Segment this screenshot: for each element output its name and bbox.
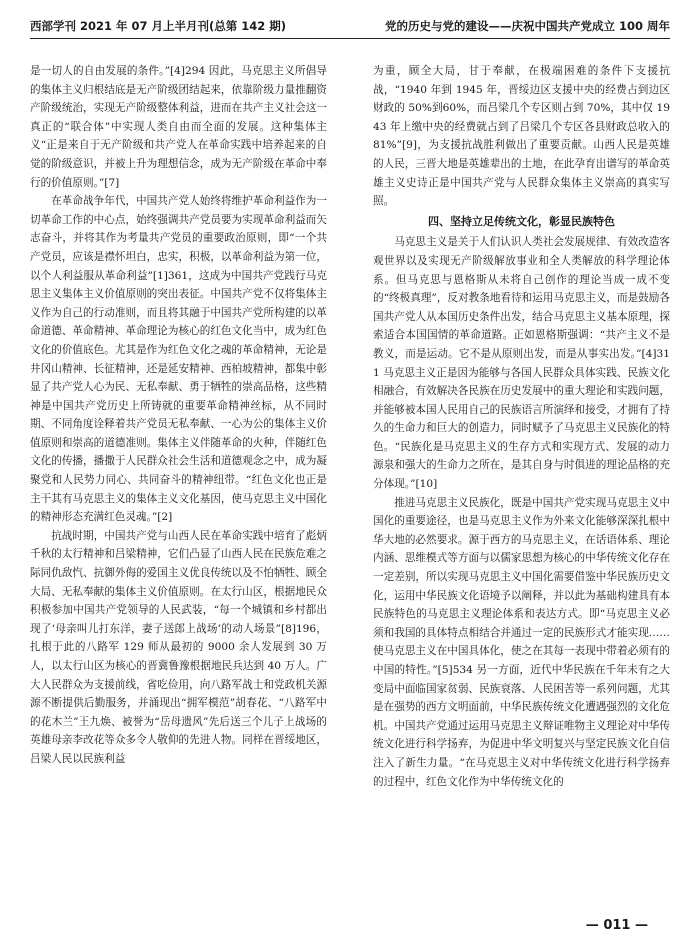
right-column — [373, 62, 670, 791]
left-column — [30, 62, 327, 769]
page-number: — 011 — — [585, 918, 648, 933]
header-rule — [30, 38, 670, 39]
body-paragraph: 马克思主义是关于人们认识人类社会发展规律、有效改造客观世界以及实现无产阶级解放事业和全人类解放的科学理论体系。但马克思与恩格斯从未将自己创作的理论当成一成不变的“终极真理”，反对教条地看待和运用马克思主义，而是鼓励各国共产党人从本国历史条件出发，结合马克思主义基本原理，探索适合本国国情的革命道路。正如恩格斯强调：“共产主义不是教义，而是运动。它不是从原则出发，而是从事实出发。”[4]311 马克思主义正是因为能够与各国人民群众具体实践、民族文化相融合，有效解决各民族在历史发展中的重大理论和实践问题，并能够被本国人民用自己的民族语言所演绎和接受，才拥有了持久的生命力和巨大的创造力，同时赋予了马克思主义民族化的特色。“民族化是马克思主义的生存方式和实现方式、发展的动力源泉和强大的生命力之所在，是其自身与时俱进的理论品格的充分体现。”[10] — [373, 236, 670, 491]
body-paragraph: 是一切人的自由发展的条件。”[4]294 因此，马克思主义所倡导的集体主义归根结底是无产阶级团结起来，依靠阶级力量推翻资产阶级统治，实现无产阶级整体利益，进而在共产主义社会这一真正的“联合体”中实现人类自由而全面的发展。这种集体主义“正是来自于无产阶级和共产党人在革命实践中培养起来的自觉的阶级意识，并被上升为理想信念，成为无产阶级在革命中奉行的价值原则。”[7] — [30, 65, 327, 189]
body-paragraph: 为重，顾全大局，甘于奉献，在极端困难的条件下支援抗战，“1940 年到 1945 年，晋绥边区支援中央的经费占到边区财政的 50%到60%，而吕梁几个专区则占到 70%，其中仅 1943 年上缴中央的经费就占到了吕梁几个专区各县财政总收入的 81%”[9]，为支援抗战胜利做出了重要贡献。山西人民是英雄的人民，三晋大地是英雄辈出的土地，在此孕育出谱写的革命英雄主义史诗正是中国共产党与人民群众集体主义崇高的真实写照。 — [373, 65, 670, 208]
body-paragraph: 推进马克思主义民族化，既是中国共产党实现马克思主义中国化的重要途径，也是马克思主义作为外来文化能够深深扎根中华大地的必然要求。源于西方的马克思主义，在话语体系、理论内涵、思维模式等方面与以儒家思想为核心的中华传统文化存在一定差别，所以实现马克思主义中国化需要借鉴中华民族历史文化，运用中华民族文化语境予以阐释，并以此为基础构建具有本民族特色的马克思主义理论体系和表达方式。即“马克思主义必须和我国的具体特点相结合并通过一定的民族形式才能实现……使马克思主义在中国具体化，使之在其每一表现中带着必须有的中国的特性。”[5]534 另一方面，近代中华民族在千年未有之大变局中面临国家贫弱、民族衰落、人民困苦等一系列问题，尤其是在强势的西方文明面前，中华民族传统文化遭遇强烈的文化危机。中国共产党通过运用马克思主义辩证唯物主义理论对中华传统文化进行科学扬弃，为促进中华文明复兴与坚定民族文化自信注入了新生力量。“在马克思主义对中华传统文化进行科学扬弃的过程中，红色文化作为中华传统文化的 — [373, 496, 670, 788]
body-paragraph: 在革命战争年代，中国共产党人始终将维护革命利益作为一切革命工作的中心点，始终强调共产党员要为实现革命利益而矢志奋斗，并将其作为考量共产党员的重要政治原则，即“一个共产党员，应该是襟怀坦白，忠实，积极，以革命利益为第一位，以个人利益服从革命利益”[1]361，这成为中国共产党践行马克思主义集体主义价值原则的突出表征。中国共产党不仅将集体主义作为自己的行动准则，而且将其融于中国共产党所构建的以革命道德、革命精神、革命理论为核心的红色文化当中，成为红色文化的价值底色。尤其是作为红色文化之魂的革命精神，无论是井冈山精神、长征精神，还是延安精神、西柏坡精神，都集中彰显了共产党人心为民、无私奉献、勇于牺牲的崇高品格，这些精神是中国共产党历史上所铸就的重要革命精神丝标，从不同时期、不同角度诠释着共产党员无私奉献、一心为公的集体主义价值原则和崇高的道德准则。集体主义伴随革命的火种，伴随红色文化的传播，播撒于人民群众社会生活和道德观念之中，成为凝聚党和人民势力同心、共同奋斗的精神纽带。“红色文化也正是主干其有马克思主义的集体主义文化基因，使马克思主义中国化的精神形态充满红色灵魂。”[2] — [30, 195, 327, 524]
section-title: 党的历史与党的建设——庆祝中国共产党成立 100 周年 — [384, 19, 670, 33]
body-paragraph: 抗战时期，中国共产党与山西人民在革命实践中培育了彪炳千秋的太行精神和吕梁精神，它们凸显了山西人民在民族危难之际同仇敌忾、抗御外侮的爱国主义优良传统以及不怕牺牲、顾全大局、无私奉献的集体主义价值原则。在太行山区，根据地民众积极参加中国共产党领导的人民武装，“每一个城镇和乡村都出现了‘母亲叫儿打东洋，妻子送郎上战场’的动人场景”[8]196，扎根于此的八路军 129 师从最初的 9000 余人发展到 30 万人，以太行山区为核心的晋冀鲁豫根据地民兵达到 40 万人。广大人民群众为支援前线，省吃俭用，向八路军战士和党政机关源源不断提供后勤服务，并涌现出“拥军模范”胡春花、“八路军中的花木兰”王九焕、被誉为“岳母遗风”先后送三个儿子上战场的英雄母亲李改花等众多令人敬仰的先进人物。同样在晋绥地区，吕梁人民以民族利益 — [30, 529, 327, 765]
running-header — [30, 14, 670, 36]
journal-issue: 西部学刊 2021 年 07 月上半月刊(总第 142 期) — [30, 19, 287, 33]
section-heading: 四、坚持立足传统文化，彰显民族特色 — [428, 214, 615, 228]
